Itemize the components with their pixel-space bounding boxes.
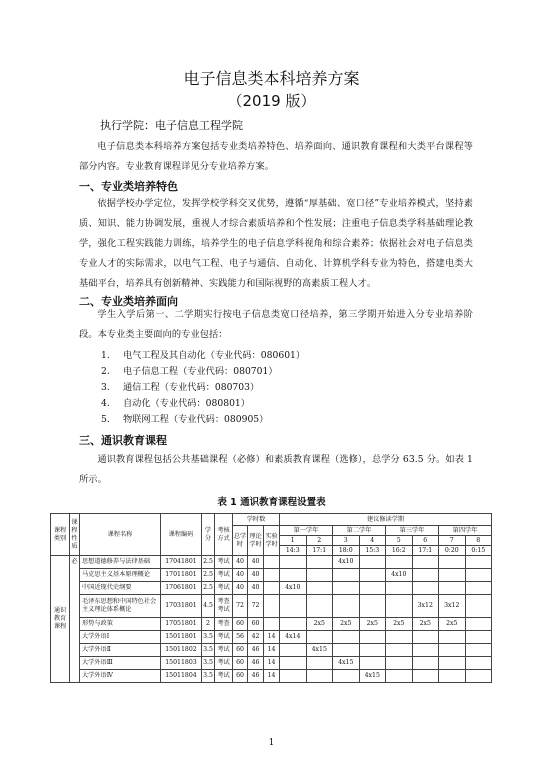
theory-hours-cell: 46 bbox=[248, 644, 264, 657]
term-cell bbox=[386, 670, 413, 683]
list-number: 5. bbox=[101, 414, 110, 425]
term-cell: 2x5 bbox=[306, 618, 333, 631]
section-heading-2: 二、专业类培养面向 bbox=[79, 295, 178, 308]
major-name: 电子信息工程（专业代码：080701） bbox=[123, 366, 278, 377]
course-name-cell: 毛泽东思想和中国特色社会主义理论体系概论 bbox=[80, 595, 161, 618]
course-code-cell: 17011801 bbox=[161, 569, 202, 582]
major-list-item bbox=[101, 363, 278, 377]
table-row bbox=[51, 670, 492, 683]
credit-cell: 3.5 bbox=[202, 644, 215, 657]
course-table bbox=[50, 513, 492, 683]
exam-cell: 考试 bbox=[215, 644, 233, 657]
course-name-cell: 马克思主义基本原理概论 bbox=[80, 569, 161, 582]
header-weeks: 0:20 bbox=[439, 546, 466, 556]
header-weeks: 16:2 bbox=[386, 546, 413, 556]
credit-cell: 3.5 bbox=[202, 657, 215, 670]
term-cell bbox=[280, 670, 307, 683]
term-cell: 3x12 bbox=[439, 595, 466, 618]
table-row bbox=[51, 618, 492, 631]
major-list-item bbox=[101, 395, 250, 409]
term-cell bbox=[359, 631, 386, 644]
term-cell bbox=[306, 569, 333, 582]
course-name-cell: 中国近现代史纲要 bbox=[80, 582, 161, 595]
exam-cell: 考查考试 bbox=[215, 595, 233, 618]
term-cell bbox=[386, 582, 413, 595]
header-weeks: 14:3 bbox=[280, 546, 307, 556]
table-row bbox=[51, 631, 492, 644]
header-weeks: 17:1 bbox=[306, 546, 333, 556]
course-code-cell: 15011802 bbox=[161, 644, 202, 657]
lab-hours-cell: 14 bbox=[264, 657, 280, 670]
term-cell bbox=[280, 595, 307, 618]
section-2-paragraph: 学生入学后第一、二学期实行按电子信息类宽口径培养，第三学期开始进入分专业培养阶段。本专业类主要面向的专业包括： bbox=[79, 309, 473, 340]
table-row bbox=[51, 569, 492, 582]
doc-subtitle: （2019 版） bbox=[227, 92, 316, 110]
term-cell bbox=[306, 670, 333, 683]
major-list-item bbox=[101, 379, 259, 393]
term-cell bbox=[465, 618, 492, 631]
total-hours-cell: 56 bbox=[233, 631, 248, 644]
term-cell bbox=[280, 644, 307, 657]
term-cell bbox=[306, 595, 333, 618]
term-cell bbox=[333, 582, 360, 595]
major-name: 自动化（专业代码：080801） bbox=[123, 398, 250, 409]
executing-college: 执行学院：电子信息工程学院 bbox=[100, 119, 243, 132]
major-name: 通信工程（专业代码：080703） bbox=[123, 382, 260, 393]
term-cell: 2x5 bbox=[386, 618, 413, 631]
total-hours-cell: 60 bbox=[233, 670, 248, 683]
table-row bbox=[51, 556, 492, 569]
header-category: 课程类别 bbox=[51, 514, 70, 556]
course-code-cell: 15011803 bbox=[161, 657, 202, 670]
term-cell bbox=[412, 644, 439, 657]
term-cell bbox=[465, 556, 492, 569]
term-cell: 4x15 bbox=[306, 644, 333, 657]
term-cell bbox=[412, 556, 439, 569]
term-cell bbox=[280, 618, 307, 631]
header-term: 6 bbox=[412, 536, 439, 546]
header-nature: 课程性质 bbox=[70, 514, 80, 556]
term-cell bbox=[306, 657, 333, 670]
header-weeks: 17:1 bbox=[412, 546, 439, 556]
term-cell bbox=[439, 631, 466, 644]
theory-hours-cell: 40 bbox=[248, 569, 264, 582]
credit-cell: 4.5 bbox=[202, 595, 215, 618]
header-course-code: 课程编码 bbox=[161, 514, 202, 556]
term-cell: 2x5 bbox=[412, 618, 439, 631]
header-year: 第三学年 bbox=[386, 526, 439, 536]
lab-hours-cell bbox=[264, 569, 280, 582]
term-cell bbox=[439, 556, 466, 569]
lab-hours-cell bbox=[264, 595, 280, 618]
header-term: 7 bbox=[439, 536, 466, 546]
term-cell bbox=[412, 670, 439, 683]
theory-hours-cell: 46 bbox=[248, 657, 264, 670]
header-term: 3 bbox=[333, 536, 360, 546]
total-hours-cell: 72 bbox=[233, 595, 248, 618]
course-code-cell: 17031801 bbox=[161, 595, 202, 618]
term-cell bbox=[465, 569, 492, 582]
header-course-name: 课程名称 bbox=[80, 514, 161, 556]
header-weeks: 15:3 bbox=[359, 546, 386, 556]
term-cell: 2x5 bbox=[359, 618, 386, 631]
table-row bbox=[51, 644, 492, 657]
lab-hours-cell: 14 bbox=[264, 670, 280, 683]
term-cell bbox=[359, 582, 386, 595]
exam-cell: 考试 bbox=[215, 670, 233, 683]
course-code-cell: 17061801 bbox=[161, 582, 202, 595]
header-year: 第一学年 bbox=[280, 526, 333, 536]
theory-hours-cell: 40 bbox=[248, 556, 264, 569]
term-cell bbox=[465, 644, 492, 657]
term-cell bbox=[412, 569, 439, 582]
term-cell bbox=[386, 556, 413, 569]
header-suggested-terms: 建议修读学期 bbox=[280, 514, 492, 526]
term-cell: 4x15 bbox=[333, 657, 360, 670]
term-cell bbox=[333, 595, 360, 618]
term-cell bbox=[465, 582, 492, 595]
major-name: 电气工程及其自动化（专业代码：080601） bbox=[123, 350, 306, 361]
course-code-cell: 15011804 bbox=[161, 670, 202, 683]
term-cell: 2x5 bbox=[439, 618, 466, 631]
category-cell: 通识教育课程 bbox=[51, 556, 70, 683]
header-theory-hours: 理论学时 bbox=[248, 526, 264, 556]
total-hours-cell: 60 bbox=[233, 618, 248, 631]
intro-paragraph: 电子信息类本科培养方案包括专业类培养特色、培养面向、通识教育课程和大类平台课程等部分内容。专业教育课程详见分专业培养方案。 bbox=[79, 141, 473, 172]
term-cell bbox=[412, 657, 439, 670]
term-cell bbox=[280, 569, 307, 582]
header-term: 4 bbox=[359, 536, 386, 546]
lab-hours-cell bbox=[264, 556, 280, 569]
course-code-cell: 17041801 bbox=[161, 556, 202, 569]
course-name-cell: 形势与政策 bbox=[80, 618, 161, 631]
section-1-paragraph: 依据学校办学定位，发挥学校学科交叉优势，遵循“厚基础、宽口径”专业培养模式，坚持素质、知识、能力协调发展，重视人才综合素质培养和个性发展；注重电子信息类学科基础理论教学，强化工程实践能力训练，培养学生的电子信息学科视角和综合素养；依据社会对电子信息类专业人才的实际需求，以电气工程、电子与通信、自动化、计算机学科专业为特色，搭建电类大基础平台，培养具有创新精神、实践能力和国际视野的高素质工程人才。 bbox=[79, 198, 473, 289]
credit-cell: 3.5 bbox=[202, 631, 215, 644]
section-heading-1: 一、专业类培养特色 bbox=[79, 180, 178, 193]
course-name-cell: 思想道德修养与法律基础 bbox=[80, 556, 161, 569]
term-cell bbox=[280, 657, 307, 670]
exam-cell: 考试 bbox=[215, 556, 233, 569]
term-cell bbox=[412, 631, 439, 644]
credit-cell: 3.5 bbox=[202, 670, 215, 683]
term-cell bbox=[280, 556, 307, 569]
exam-cell: 考试 bbox=[215, 569, 233, 582]
section-3-paragraph: 通识教育课程包括公共基础课程（必修）和素质教育课程（选修），总学分 63.5 分。如表 1 所示。 bbox=[79, 454, 473, 485]
term-cell bbox=[386, 644, 413, 657]
theory-hours-cell: 40 bbox=[248, 582, 264, 595]
list-number: 2. bbox=[101, 366, 110, 377]
term-cell bbox=[439, 644, 466, 657]
total-hours-cell: 60 bbox=[233, 644, 248, 657]
credit-cell: 2 bbox=[202, 618, 215, 631]
term-cell bbox=[439, 657, 466, 670]
header-total-hours: 总学时 bbox=[233, 526, 248, 556]
term-cell: 4x10 bbox=[386, 569, 413, 582]
header-term: 2 bbox=[306, 536, 333, 546]
header-weeks: 18:0 bbox=[333, 546, 360, 556]
theory-hours-cell: 72 bbox=[248, 595, 264, 618]
table-row bbox=[51, 595, 492, 618]
term-cell: 4x14 bbox=[280, 631, 307, 644]
term-cell bbox=[386, 631, 413, 644]
total-hours-cell: 40 bbox=[233, 582, 248, 595]
lab-hours-cell: 14 bbox=[264, 644, 280, 657]
table-row bbox=[51, 582, 492, 595]
header-year: 第四学年 bbox=[439, 526, 492, 536]
term-cell bbox=[465, 670, 492, 683]
lab-hours-cell bbox=[264, 582, 280, 595]
doc-title: 电子信息类本科培养方案 bbox=[183, 69, 360, 88]
table-caption: 表 1 通识教育课程设置表 bbox=[217, 497, 326, 508]
list-number: 1. bbox=[101, 350, 110, 361]
credit-cell: 2.5 bbox=[202, 569, 215, 582]
term-cell bbox=[386, 657, 413, 670]
course-code-cell: 17051801 bbox=[161, 618, 202, 631]
term-cell bbox=[439, 569, 466, 582]
header-term: 8 bbox=[465, 536, 492, 546]
total-hours-cell: 40 bbox=[233, 556, 248, 569]
term-cell bbox=[359, 569, 386, 582]
term-cell bbox=[333, 631, 360, 644]
theory-hours-cell: 60 bbox=[248, 618, 264, 631]
term-cell bbox=[412, 582, 439, 595]
total-hours-cell: 40 bbox=[233, 569, 248, 582]
exam-cell: 考试 bbox=[215, 657, 233, 670]
header-weeks: 0:15 bbox=[465, 546, 492, 556]
course-code-cell: 15011801 bbox=[161, 631, 202, 644]
term-cell bbox=[333, 644, 360, 657]
credit-cell: 2.5 bbox=[202, 582, 215, 595]
exam-cell: 考试 bbox=[215, 631, 233, 644]
lab-hours-cell: 14 bbox=[264, 631, 280, 644]
nature-cell: 必 bbox=[70, 556, 80, 683]
term-cell bbox=[465, 631, 492, 644]
term-cell: 4x10 bbox=[333, 556, 360, 569]
term-cell bbox=[465, 595, 492, 618]
list-number: 4. bbox=[101, 398, 110, 409]
exam-cell: 考试 bbox=[215, 582, 233, 595]
term-cell bbox=[359, 595, 386, 618]
term-cell bbox=[465, 657, 492, 670]
theory-hours-cell: 42 bbox=[248, 631, 264, 644]
header-year: 第二学年 bbox=[333, 526, 386, 536]
header-credit: 学分 bbox=[202, 514, 215, 556]
header-term: 5 bbox=[386, 536, 413, 546]
course-name-cell: 大学外语Ⅱ bbox=[80, 644, 161, 657]
header-hours: 学时数 bbox=[233, 514, 280, 526]
major-list-item bbox=[101, 347, 305, 361]
major-name: 物联网工程（专业代码：080905） bbox=[123, 414, 269, 425]
header-term: 1 bbox=[280, 536, 307, 546]
term-cell bbox=[306, 556, 333, 569]
theory-hours-cell: 46 bbox=[248, 670, 264, 683]
term-cell bbox=[359, 644, 386, 657]
page-number: 1 bbox=[268, 738, 275, 748]
major-list-item bbox=[101, 411, 268, 425]
course-name-cell: 大学外语Ⅳ bbox=[80, 670, 161, 683]
term-cell: 3x12 bbox=[412, 595, 439, 618]
header-lab-hours: 实验学时 bbox=[264, 526, 280, 556]
term-cell bbox=[359, 657, 386, 670]
term-cell bbox=[359, 556, 386, 569]
term-cell bbox=[386, 595, 413, 618]
exam-cell: 考查 bbox=[215, 618, 233, 631]
term-cell: 4x15 bbox=[359, 670, 386, 683]
term-cell: 4x10 bbox=[280, 582, 307, 595]
header-exam: 考核方式 bbox=[215, 514, 233, 556]
term-cell bbox=[333, 670, 360, 683]
total-hours-cell: 60 bbox=[233, 657, 248, 670]
table-row bbox=[51, 657, 492, 670]
term-cell bbox=[439, 582, 466, 595]
credit-cell: 2.5 bbox=[202, 556, 215, 569]
term-cell: 2x5 bbox=[333, 618, 360, 631]
course-name-cell: 大学外语Ⅲ bbox=[80, 657, 161, 670]
list-number: 3. bbox=[101, 382, 110, 393]
term-cell bbox=[333, 569, 360, 582]
term-cell bbox=[306, 631, 333, 644]
course-name-cell: 大学外语Ⅰ bbox=[80, 631, 161, 644]
section-heading-3: 三、通识教育课程 bbox=[79, 434, 167, 447]
term-cell bbox=[439, 670, 466, 683]
term-cell bbox=[306, 582, 333, 595]
lab-hours-cell bbox=[264, 618, 280, 631]
